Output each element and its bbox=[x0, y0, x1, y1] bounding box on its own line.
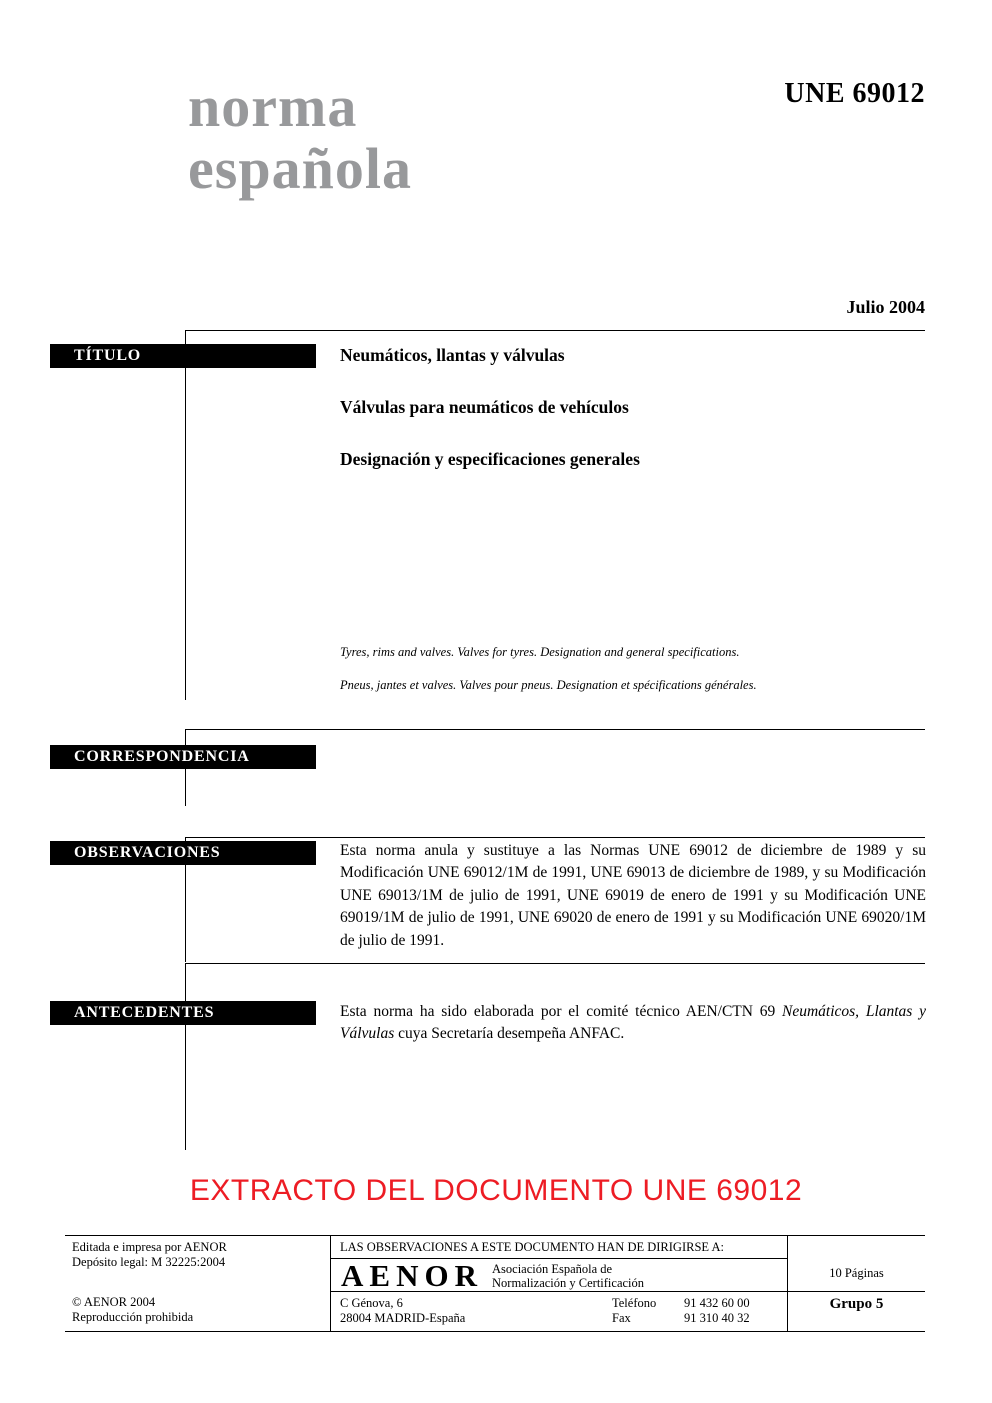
footer-bottom-rule bbox=[65, 1331, 925, 1332]
document-code: UNE 69012 bbox=[784, 78, 925, 109]
org-name-line-2: Normalización y Certificación bbox=[492, 1276, 645, 1290]
titulo-label: TÍTULO bbox=[50, 344, 316, 368]
phone-number: 91 432 60 00 bbox=[684, 1296, 750, 1310]
address-line-1: C Génova, 6 bbox=[340, 1296, 403, 1310]
footer-divider-left bbox=[330, 1235, 331, 1331]
org-name-line-1: Asociación Española de bbox=[492, 1262, 613, 1276]
footer-copyright-line: © AENOR 2004 bbox=[72, 1295, 156, 1309]
footer-top-rule bbox=[65, 1235, 925, 1236]
brand-line-espanola: española bbox=[188, 136, 412, 201]
footer-observations-notice: LAS OBSERVACIONES A ESTE DOCUMENTO HAN DE DIRIGIRSE A: bbox=[340, 1240, 724, 1254]
aenor-logo: AENOR bbox=[341, 1258, 483, 1293]
correspondencia-label: CORRESPONDENCIA bbox=[50, 745, 316, 769]
antecedentes-left-rule bbox=[185, 963, 186, 1150]
observaciones-top-rule bbox=[185, 837, 925, 838]
footer-divider-right bbox=[787, 1235, 788, 1331]
fax-number: 91 310 40 32 bbox=[684, 1311, 750, 1325]
titulo-top-rule bbox=[185, 330, 925, 331]
correspondencia-top-rule bbox=[185, 729, 925, 730]
observaciones-label: OBSERVACIONES bbox=[50, 841, 316, 865]
antecedentes-text-before: Esta norma ha sido elaborada por el comité técnico AEN/CTN 69 bbox=[340, 1003, 782, 1020]
antecedentes-text-after: cuya Secretaría desempeña ANFAC. bbox=[394, 1025, 625, 1043]
antecedentes-committee-name: Neumáticos, Llantas y Válvulas bbox=[340, 1003, 926, 1043]
footer-deposit-line: Depósito legal: M 32225:2004 bbox=[72, 1255, 226, 1269]
issue-date: Julio 2004 bbox=[846, 297, 925, 317]
group-label: Grupo 5 bbox=[829, 1296, 884, 1312]
footer-prohibition-line: Reproducción prohibida bbox=[72, 1310, 194, 1324]
title-line-1: Neumáticos, llantas y válvulas bbox=[340, 345, 565, 365]
address-line-2: 28004 MADRID-España bbox=[340, 1311, 466, 1325]
phone-label: Teléfono bbox=[612, 1296, 657, 1310]
title-line-2: Válvulas para neumáticos de vehículos bbox=[340, 397, 629, 417]
title-translation-fr: Pneus, jantes et valves. Valves pour pneus. Designation et spécifications générales. bbox=[340, 678, 757, 692]
extract-notice: EXTRACTO DEL DOCUMENTO UNE 69012 bbox=[189, 1174, 803, 1207]
antecedentes-top-rule bbox=[185, 963, 925, 964]
observaciones-text: Esta norma anula y sustituye a las Normas UNE 69012 de diciembre de 1989 y su Modificación UNE 69012/1M de 1991, UNE 69013 de diciembre de 1989, y su Modificación UNE 69013/1M de julio de 1991, UNE 69019 de enero de 1991 y su Modificación UNE 69019/1M de julio de 1991, UNE 69020 de enero de 1991 y su Modificación UNE 69020/1M de julio de 1991. bbox=[340, 842, 926, 949]
title-translation-en: Tyres, rims and valves. Valves for tyres. Designation and general specifications. bbox=[340, 645, 740, 659]
footer-publisher-line: Editada e impresa por AENOR bbox=[72, 1240, 227, 1254]
titulo-left-rule bbox=[185, 330, 186, 700]
brand-wordmark bbox=[188, 76, 412, 200]
fax-label: Fax bbox=[612, 1311, 631, 1325]
antecedentes-text bbox=[340, 1001, 926, 1046]
page-count: 10 Páginas bbox=[829, 1266, 884, 1280]
brand-line-norma: norma bbox=[188, 74, 358, 139]
antecedentes-label: ANTECEDENTES bbox=[50, 1001, 316, 1025]
title-line-3: Designación y especificaciones generales bbox=[340, 449, 640, 469]
